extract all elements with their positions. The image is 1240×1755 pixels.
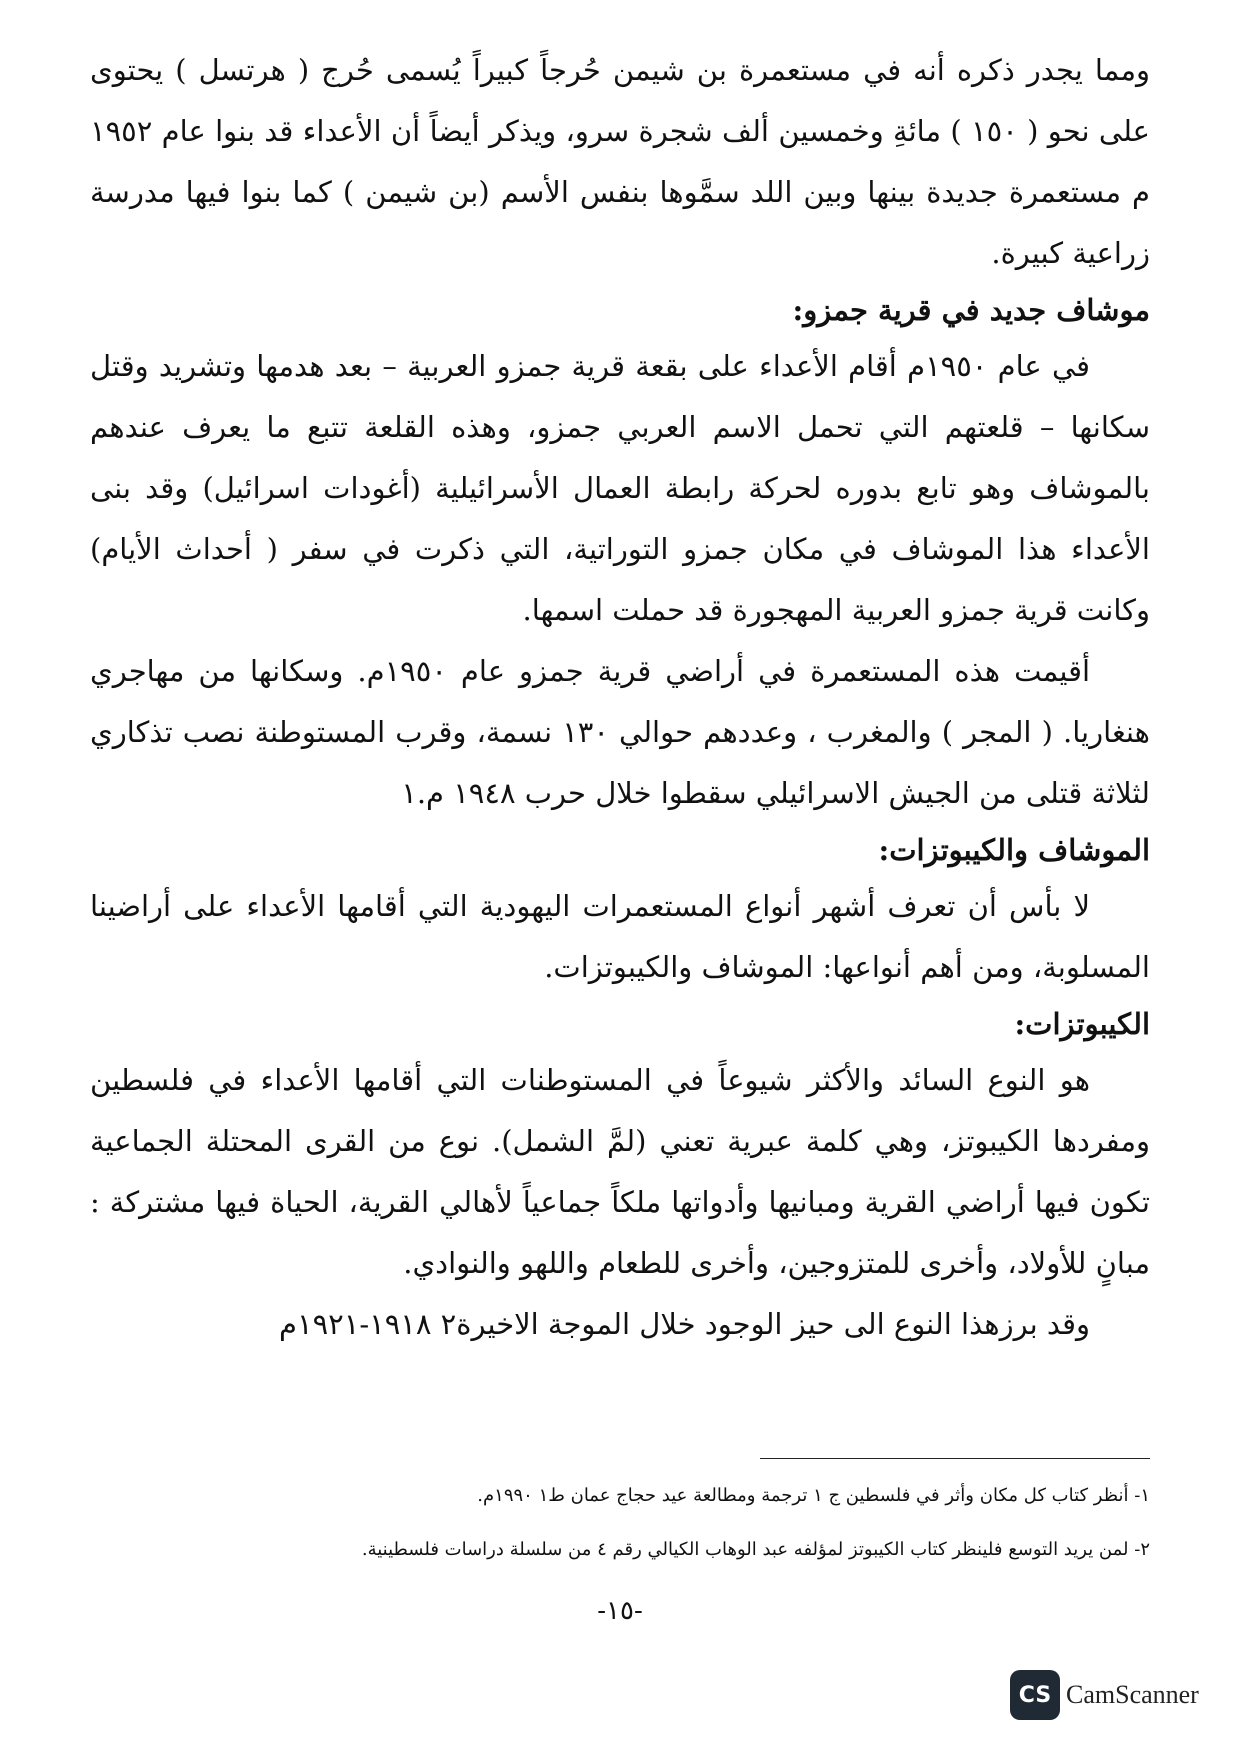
footnote: ١- أنظر كتاب كل مكان وأثر في فلسطين ج ١ ترجمة ومطالعة عيد حجاج عمان ط١ ١٩٩٠م. <box>477 1485 1150 1506</box>
section-heading: موشاف جديد في قرية جمزو: <box>792 293 1150 327</box>
camscanner-watermark <box>1010 1670 1199 1720</box>
document-body <box>90 40 1150 1355</box>
section-heading: الكيبوتزات: <box>1014 1007 1150 1041</box>
footnote: ٢- لمن يريد التوسع فلينظر كتاب الكيبوتز لمؤلفه عبد الوهاب الكيالي رقم ٤ من سلسلة دراسات فلسطينية. <box>361 1539 1150 1560</box>
camscanner-label: CamScanner <box>1066 1680 1199 1709</box>
paragraph: هو النوع السائد والأكثر شيوعاً في المستوطنات التي أقامها الأعداء في فلسطين ومفردها الكيبوتز، وهي كلمة عبرية تعني (لمَّ الشمل). نوع من القرى المحتلة الجماعية تكون فيها أراضي القرية ومبانيها وأدواتها ملكاً جماعياً لأهالي القرية، الحياة فيها مشتركة : مبانٍ للأولاد، وأخرى للمتزوجين، وأخرى للطعام واللهو والنوادي. <box>90 1063 1150 1280</box>
paragraph: في عام ١٩٥٠م أقام الأعداء على بقعة قرية جمزو العربية – بعد هدمها وتشريد وقتل سكانها – قلعتهم التي تحمل الاسم العربي جمزو، وهذه القلعة تتبع ما يعرف عندهم بالموشاف وهو تابع بدوره لحركة رابطة العمال الأسرائيلية (أغودات اسرائيل) وقد بنى الأعداء هذا الموشاف في مكان جمزو التوراتية، التي ذكرت في سفر ( أحداث الأيام) وكانت قرية جمزو العربية المهجورة قد حملت اسمها. <box>90 349 1150 627</box>
paragraph: لا بأس أن تعرف أشهر أنواع المستعمرات اليهودية التي أقامها الأعداء على أراضينا المسلوبة، ومن أهم أنواعها: الموشاف والكيبوتزات. <box>90 889 1150 984</box>
footnote-divider <box>760 1458 1150 1459</box>
paragraph: أقيمت هذه المستعمرة في أراضي قرية جمزو عام ١٩٥٠م. وسكانها من مهاجري هنغاريا. ( المجر ) والمغرب ، وعددهم حوالي ١٣٠ نسمة، وقرب المستوطنة نصب تذكاري لثلاثة قتلى من الجيش الاسرائيلي سقطوا خلال حرب ١٩٤٨ م.١ <box>90 654 1150 810</box>
page-number: -١٥- <box>597 1596 643 1626</box>
paragraph: وقد برزهذا النوع الى حيز الوجود خلال الموجة الاخيرة٢ ١٩١٨-١٩٢١م <box>279 1307 1090 1341</box>
paragraph: ومما يجدر ذكره أنه في مستعمرة بن شيمن حُرجاً كبيراً يُسمى حُرج ( هرتسل ) يحتوى على نحو ( ١٥٠ ) مائةِ وخمسين ألف شجرة سرو، ويذكر أيضاً أن الأعداء قد بنوا عام ١٩٥٢ م مستعمرة جديدة بينها وبين اللد سمَّوها بنفس الأسم (بن شيمن ) كما بنوا فيها مدرسة زراعية كبيرة. <box>90 53 1150 270</box>
section-heading: الموشاف والكيبوتزات: <box>878 833 1150 867</box>
camscanner-icon: CS <box>1010 1670 1060 1720</box>
